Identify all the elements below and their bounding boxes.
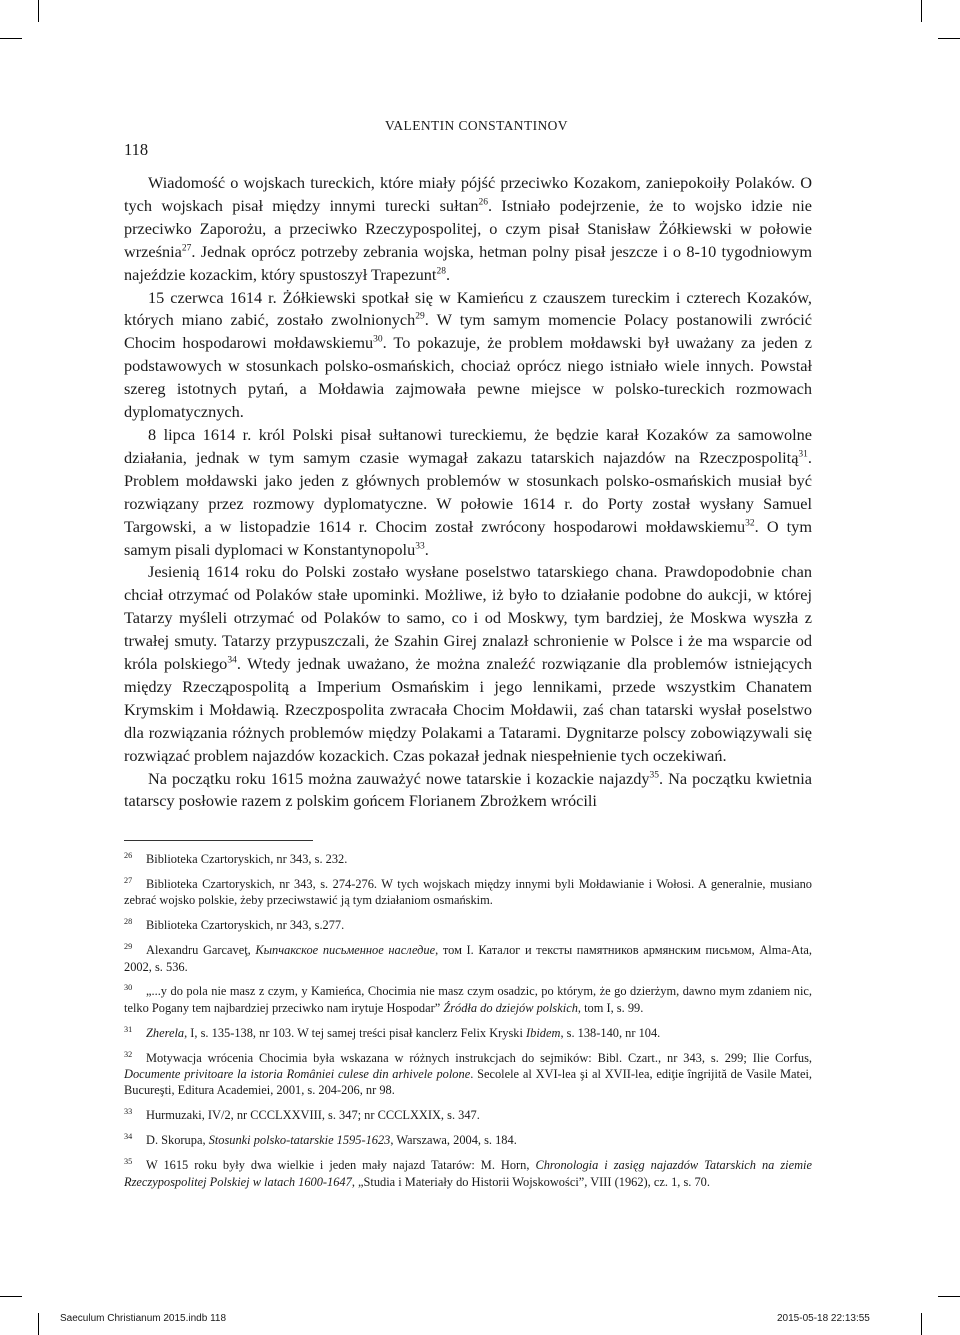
footnotes [124,851,812,1199]
italic-text: Ibidem [526,1025,561,1040]
text-run: Hurmuzaki, IV/2, nr CCCLXXVIII, s. 347; nr CCCLXXIX, s. 347. [146,1108,480,1123]
footnote: 26 Biblioteka Czartoryskich, nr 343, s. 232. [124,850,348,866]
footnote: 27 Biblioteka Czartoryskich, nr 343, s. 274-276. W tych wojskach między innymi byli Mołdawianie i Wołosi. A generalnie, musiano zebrać wojsko polskie, żeby przeciwstawić ją tym działaniom osmańskim. [124,875,812,908]
footnote-ref: 27 [181,243,192,254]
crop-mark-bottom-right-h [938,1296,960,1297]
paragraph [124,424,812,561]
text-run: Alexandru Garcaveţ, [146,943,256,958]
text-run: . O tym samym pisali dyplomaci w Konstantynopolu [124,516,812,559]
footnote: 32 Motywacja wrócenia Chocimia była wskazana w różnych instrukcjach do sejmików: Bibl. Czart., nr 343, s. 299; Ilie Corfus, Documente privitoare la istoria României culese din arhivele polone. Secolele al XVI-lea şi al XVII-lea, ediţie îngrijită de Vasile Matei, Bucureşti, Editura Academiei, 2001, s. 204-206, nr 98. [124,1049,812,1098]
running-head: VALENTIN CONSTANTINOV [385,118,568,133]
footnote: 34 D. Skorupa, Stosunki polsko-tatarskie 1595-1623, Warszawa, 2004, s. 184. [124,1132,517,1148]
italic-text: Documente privitoare la istoria României culese din arhivele polone [124,1067,471,1082]
text-run: , „Studia i Materiały do Historii Wojskowości”, VIII (1962), cz. 1, s. 70. [351,1174,710,1189]
paragraph [124,287,812,424]
text-run: W 1615 roku były dwa wielkie i jeden mały najazd Tatarów: M. Horn, [146,1158,536,1173]
footnote-ref: 28 [436,266,446,277]
text-run: . Na początku kwietnia tatarscy posłowie razem z polskim gońcem Florianem Zbrożkem wrócili [124,768,813,811]
text-run: Na początku roku 1615 można zauważyć nowe tatarskie i kozackie najazdy [148,768,650,788]
footnote-ref: 26 [478,197,488,208]
footnote-ref: 33 [415,541,425,552]
text-run: . Secolele al XVI-lea şi al XVII-lea, ediţie îngrijită de Vasile Matei, Bucureşti, Editura Academiei, 2001, s. 204-206, nr 98. [124,1067,812,1098]
text-run: , I, s. 135-138, nr 103. W tej samej treści pisał kanclerz Felix Kryski [184,1025,527,1040]
footnote: 29 Alexandru Garcaveţ, Кыпчакское письменное наследие, том I. Каталог и тексты памятников армянским письмом, Alma-Ata, 2002, s. 536. [124,942,812,974]
text-run: . Wtedy jednak uważano, że można znaleźć rozwiązanie dla problemów istniejących między Rzecząpospolitą a Imperium Osmańskim i jego lennikami, przede wszystkim Chanatem Krymskim i Mołdawią. Rzeczpospolita zwracała Chocim Mołdawii, zaś chan tatarski wysłał poselstwo dla rozwiązania różnych problemów między Polakami a Tatarami. Dygnitarze polscy zobowiązywali się rozwiązać problem najazdów kozackich. Czas pokazał jednak niespełnienie tych oczekiwań. [124,654,812,765]
text-run: Biblioteka Czartoryskich, nr 343, s. 232. [146,852,348,866]
italic-text: Кыпчакское письменное наследие [255,943,436,958]
crop-mark-bottom-left-h [0,1296,22,1297]
paragraph [124,768,812,814]
text-run: . W tym samym momencie Polacy postanowili zwrócić Chocim hospodarowi mołdawskiemu [124,310,812,353]
footnote-ref: 29 [415,312,425,323]
text-run: , том I. Каталог и тексты памятников армянским письмом, Alma-Ata, 2002, s. 536. [124,943,812,974]
text-run: D. Skorupa, [146,1133,209,1148]
text-run: 8 lipca 1614 r. król Polski pisał sułtanowi tureckiemu, że będzie karał Kozaków za samowolne działania, jednak w tym samym czasie wymagał zakazu tatarskich najazdów na Rzeczpospolitą [124,424,812,467]
paragraph [124,172,812,287]
text-run: . [445,264,451,284]
text-run: , Warszawa, 2004, s. 184. [390,1133,517,1148]
crop-mark-top-right-h [938,38,960,39]
footnote: 31 Zherela, I, s. 135-138, nr 103. W tej samej treści pisał kanclerz Felix Kryski Ibidem, s. 138-140, nr 104. [124,1024,661,1040]
text-run: . Istniało podejrzenie, że to wojsko idzie nie przeciwko Zaporożu, a przeciwko Rzeczypospolitej, o czym pisał Stanisław Żółkiewski w połowie września [124,195,813,261]
footnote: 28 Biblioteka Czartoryskich, nr 343, s.277. [124,917,345,933]
footnote-separator [124,840,313,841]
text-run: Biblioteka Czartoryskich, nr 343, s. 274-276. W tych wojskach między innymi byli Mołdawianie i Wołosi. A generalnie, musiano zebrać wojsko polskie, żeby przeciwstawić ją tym działaniom osmańskim. [124,876,812,908]
text-run: Jesienią 1614 roku do Polski zostało wysłane poselstwo tatarskiego chana. Prawdopodobnie chan chciał otrzymać od Polaków stałe upominki. Możliwe, iż było to działanie podobne do aukcji, w której Tatarzy myśleli otrzymać od Polaków to samo, co i od Moskwy, tym bardziej, że Moskwa wyszła z trwałej smuty. Tatarzy przypuszczali, że Szahin Girej znalazł schronienie w Polsce i że ma wsparcie od króla polskiego [124,562,812,674]
body-text [124,172,812,813]
page-number: 118 [124,140,149,159]
slug-timestamp: 2015-05-18 22:13:55 [777,1313,870,1324]
text-run: „...y do pola nie masz z czym, y Kamieńca, Chocimia nie masz czym osadzic, po którym, że go dzierżym, dawno mym zdaniem nic, telko Pogany tem najbardziej przeciwko nam irytuje Hospodar” [124,984,812,1015]
footnote-ref: 34 [227,655,237,666]
crop-mark-top-right-v [921,0,922,22]
footnote: 33 Hurmuzaki, IV/2, nr CCCLXXVIII, s. 347; nr CCCLXXIX, s. 347. [124,1107,480,1123]
italic-text: Stosunki polsko-tatarskie 1595-1623 [208,1133,391,1148]
footnote-ref: 31 [798,449,808,460]
italic-text: Chronologia i zasięg najazdów Tatarskich na ziemie Rzeczypospolitej Polskiej w latach 1600-1647 [124,1158,812,1189]
text-run: Motywacja wrócenia Chocimia była wskazana w różnych instrukcjach do sejmików: Bibl. Czart., nr 343, s. 299; Ilie Corfus, [146,1050,812,1065]
slug-file: Saeculum Christianum 2015.indb 118 [60,1313,227,1324]
footnote: 30 „...y do pola nie masz z czym, y Kamieńca, Chocimia nie masz czym osadzic, po którym, że go dzierżym, dawno mym zdaniem nic, telko Pogany tem najbardziej przeciwko nam irytuje Hospodar” Źródła do dziejów polskich, tom I, s. 99. [124,983,812,1015]
footnote-ref: 30 [373,334,383,345]
footnote: 35 W 1615 roku były dwa wielkie i jeden mały najazd Tatarów: M. Horn, Chronologia i zasięg najazdów Tatarskich na ziemie Rzeczypospolitej Polskiej w latach 1600-1647, „Studia i Materiały do Historii Wojskowości”, VIII (1962), cz. 1, s. 70. [124,1157,812,1189]
text-run: , s. 138-140, nr 104. [560,1025,661,1040]
footnote-ref: 35 [649,770,660,781]
text-run: Wiadomość o wojskach tureckich, które miały pójść przeciwko Kozakom, zaniepokoiły Polaków. O tych wojskach pisał między innymi turecki sułtan [124,173,812,215]
text-run: . Problem mołdawski jako jeden z głównych problemów w stosunkach polsko-osmańskich musiał być rozwiązany przez rozmowy dyplomatyczne. W połowie 1614 r. do Porty został wysłany Samuel Targowski, a w listopadzie 1614 r. Chocim został zwrócony hospodarowi mołdawskiemu [124,447,812,536]
crop-mark-top-left-h [0,38,22,39]
crop-mark-bottom-right-v [921,1313,922,1335]
text-run: Biblioteka Czartoryskich, nr 343, s.277. [146,918,345,933]
italic-text: Zherela [146,1025,185,1040]
text-run: . To pokazuje, że problem mołdawski był uważany za jeden z podstawowych w stosunkach polsko-osmańskich, chociaż oprócz niego istniało wiele innych. Powstał szereg istotnych pytań, a Mołdawia zajmowała pewne miejsce w polsko-tureckich rozmowach dyplomatycznych. [124,333,812,422]
crop-mark-bottom-left-v [38,1313,39,1335]
italic-text: Źródła do dziejów polskich [443,1000,578,1015]
text-run: , tom I, s. 99. [577,1000,644,1015]
footnote-ref: 32 [745,518,755,529]
text-run: 15 czerwca 1614 r. Żółkiewski spotkał się w Kamieńcu z czauszem tureckim i czterech Kozaków, których miano zabić, zostało zwolnionych [124,287,812,330]
paragraph [124,561,812,767]
text-run: . Jednak oprócz potrzeby zebrania wojska, hetman polny pisał jeszcze i o 8-10 tygodniowym najeździe kozackim, który spustoszył Trapezunt [124,241,812,284]
crop-mark-top-left-v [38,0,39,22]
text-run: . [424,539,429,559]
